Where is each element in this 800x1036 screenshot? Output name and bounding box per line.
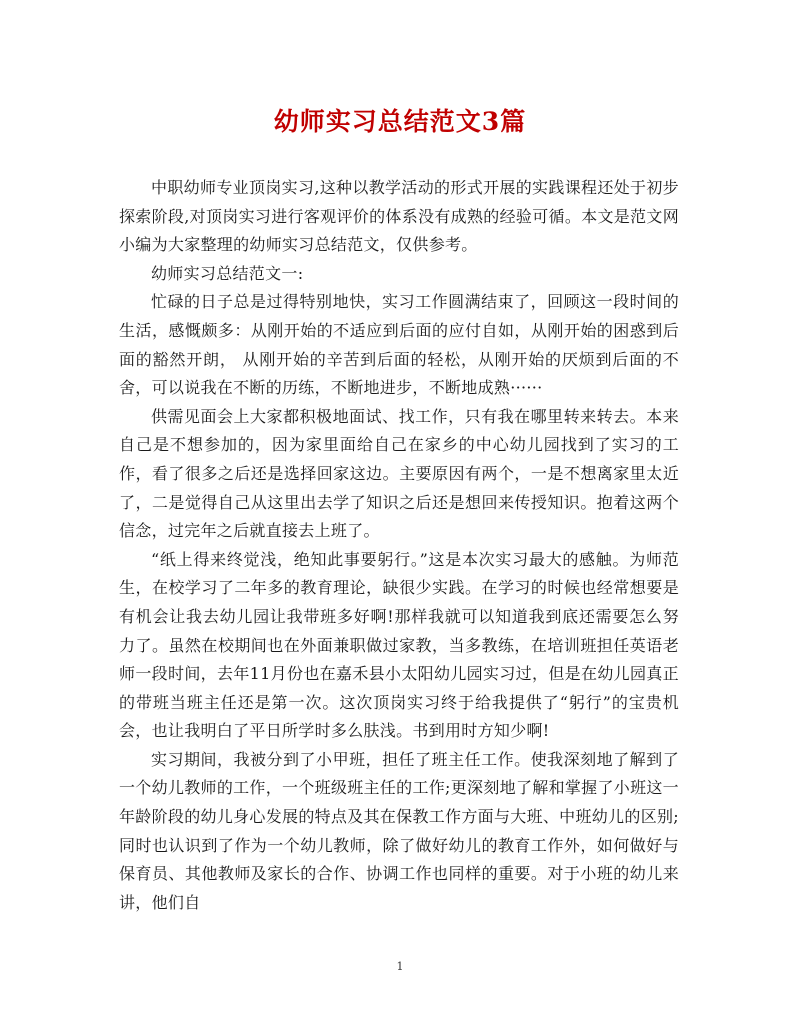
paragraph: “纸上得来终觉浅，绝知此事要躬行。”这是本次实习最大的感触。为师范生，在校学习了二年多的教育理论，缺很少实践。在学习的时候也经常想要是有机会让我去幼儿园让我带班多好啊!那样我就可以知道我到底还需要怎么努力了。虽然在校期间也在外面兼职做过家教，当多教练，在培训班担任英语老师一段时间，去年11月份也在嘉禾县小太阳幼儿园实习过，但是在幼儿园真正的带班当班主任还是第一次。这次顶岗实习终于给我提供了“躬行”的宝贵机会，也让我明白了平日所学时多么肤浅。书到用时方知少啊! [119, 549, 679, 741]
document-body [119, 174, 679, 917]
paragraph-intro: 中职幼师专业顶岗实习,这种以教学活动的形式开展的实践课程还处于初步探索阶段,对顶岗实习进行客观评价的体系没有成熟的经验可循。本文是范文网小编为大家整理的幼师实习总结范文，仅供参考。 [119, 178, 679, 255]
paragraph: 供需见面会上大家都积极地面试、找工作，只有我在哪里转来转去。本来自己是不想参加的，因为家里面给自己在家乡的中心幼儿园找到了实习的工作，看了很多之后还是选择回家这边。主要原因有两个，一是不想离家里太近了，二是觉得自己从这里出去学了知识之后还是想回来传授知识。抱着这两个信念，过完年之后就直接去上班了。 [119, 406, 679, 541]
page-number: 1 [396, 960, 404, 973]
paragraph: 忙碌的日子总是过得特别地快，实习工作圆满结束了，回顾这一段时间的生活，感慨颇多：从刚开始的不适应到后面的应付自如，从刚开始的困惑到后面的豁然开朗， 从刚开始的辛苦到后面的轻松，从刚开始的厌烦到后面的不舍，可以说我在不断的历练，不断地进步，不断地成熟······ [119, 292, 679, 398]
paragraph: 实习期间，我被分到了小甲班，担任了班主任工作。使我深刻地了解到了一个幼儿教师的工作，一个班级班主任的工作;更深刻地了解和掌握了小班这一年龄阶段的幼儿身心发展的特点及其在保教工作方面与大班、中班幼儿的区别;同时也认识到了作为一个幼儿教师，除了做好幼儿的教育工作外，如何做好与保育员、其他教师及家长的合作、协调工作也同样的重要。对于小班的幼儿来讲，他们自 [119, 749, 679, 912]
page-title: 幼师实习总结范文3篇 [273, 107, 527, 136]
section-heading: 幼师实习总结范文一: [151, 263, 304, 283]
